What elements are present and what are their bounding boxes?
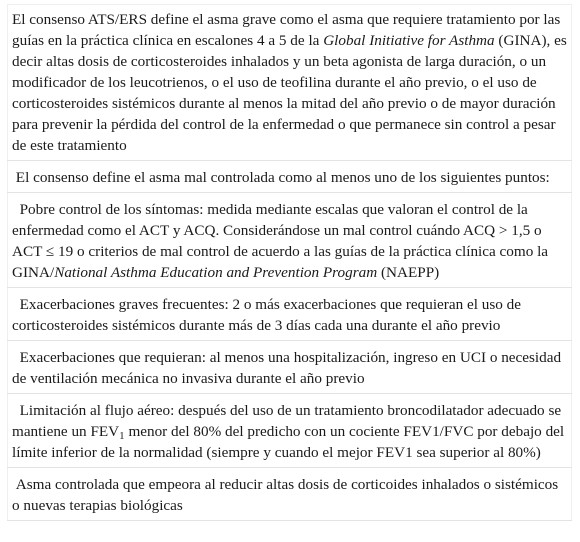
table-row [8, 5, 572, 161]
cell-subscript: 1 [119, 430, 125, 442]
cell-text: Exacerbaciones que requieran: al menos una hospitalización, ingreso en UCI o necesidad de ventilación mecánica no invasiva durante el año previo [12, 349, 565, 387]
cell-text: El consenso ATS/ERS define el asma grave como el asma que requiere tratamiento por las guías en la práctica clínica en escalones 4 a 5 de la [12, 11, 561, 49]
table-cell-airflow-limitation [8, 394, 572, 468]
table-cell-frequent-exacerbations [8, 288, 572, 341]
table-cell-serious-exacerbations [8, 341, 572, 394]
table-cell-intro [8, 161, 572, 193]
cell-text: Exacerbaciones graves frecuentes: 2 o más exacerbaciones que requieran el uso de corticosteroides sistémicos durante más de 3 días cada una durante el año previo [12, 296, 525, 334]
cell-text: El consenso define el asma mal controlada como al menos uno de los siguientes puntos: [12, 169, 550, 186]
cell-text: Pobre control de los síntomas: medida mediante escalas que valoran el control de la enfermedad como el ACT y ACQ. Considerándose un mal control cuándo ACQ > 1,5 o ACT ≤ 19 o criterios de mal control de acuerdo a las guías de la práctica clínica como la GINA/ [12, 201, 552, 281]
table-cell-controlled-asthma [8, 468, 572, 521]
cell-text: Asma controlada que empeora al reducir altas dosis de corticoides inhalados o sistémicos o nuevas terapias biológicas [12, 476, 562, 514]
cell-text: (GINA), es decir altas dosis de corticosteroides inhalados y un beta agonista de larga duración, o un modificador de los leucotrienos, o el uso de teofilina durante el año previo, o el uso de corticosteroides sistémicos durante al menos la mitad del año previo o de mayor duración para prevenir la pérdida del control de la enfermedad o que permanece sin control a pesar de este tratamiento [12, 32, 567, 154]
cell-text: Limitación al flujo aéreo: después del uso de un tratamiento broncodilatador adecuado se mantiene un FEV [12, 402, 565, 440]
cell-italic-text: National Asthma Education and Prevention Program [54, 264, 378, 281]
table-cell-definition [8, 5, 572, 161]
table-row [8, 468, 572, 521]
cell-text: (NAEPP) [377, 264, 440, 281]
cell-italic-text: Global Initiative for Asthma [323, 32, 495, 49]
criteria-table [7, 4, 572, 521]
table-row [8, 394, 572, 468]
table-row [8, 288, 572, 341]
table-cell-symptom-control [8, 193, 572, 288]
cell-text: menor del 80% del predicho con un cociente FEV1/FVC por debajo del límite inferior de la normalidad (siempre y cuando el mejor FEV1 sea superior al 80%) [12, 423, 565, 461]
table-row [8, 341, 572, 394]
table-row [8, 193, 572, 288]
table-row [8, 161, 572, 193]
